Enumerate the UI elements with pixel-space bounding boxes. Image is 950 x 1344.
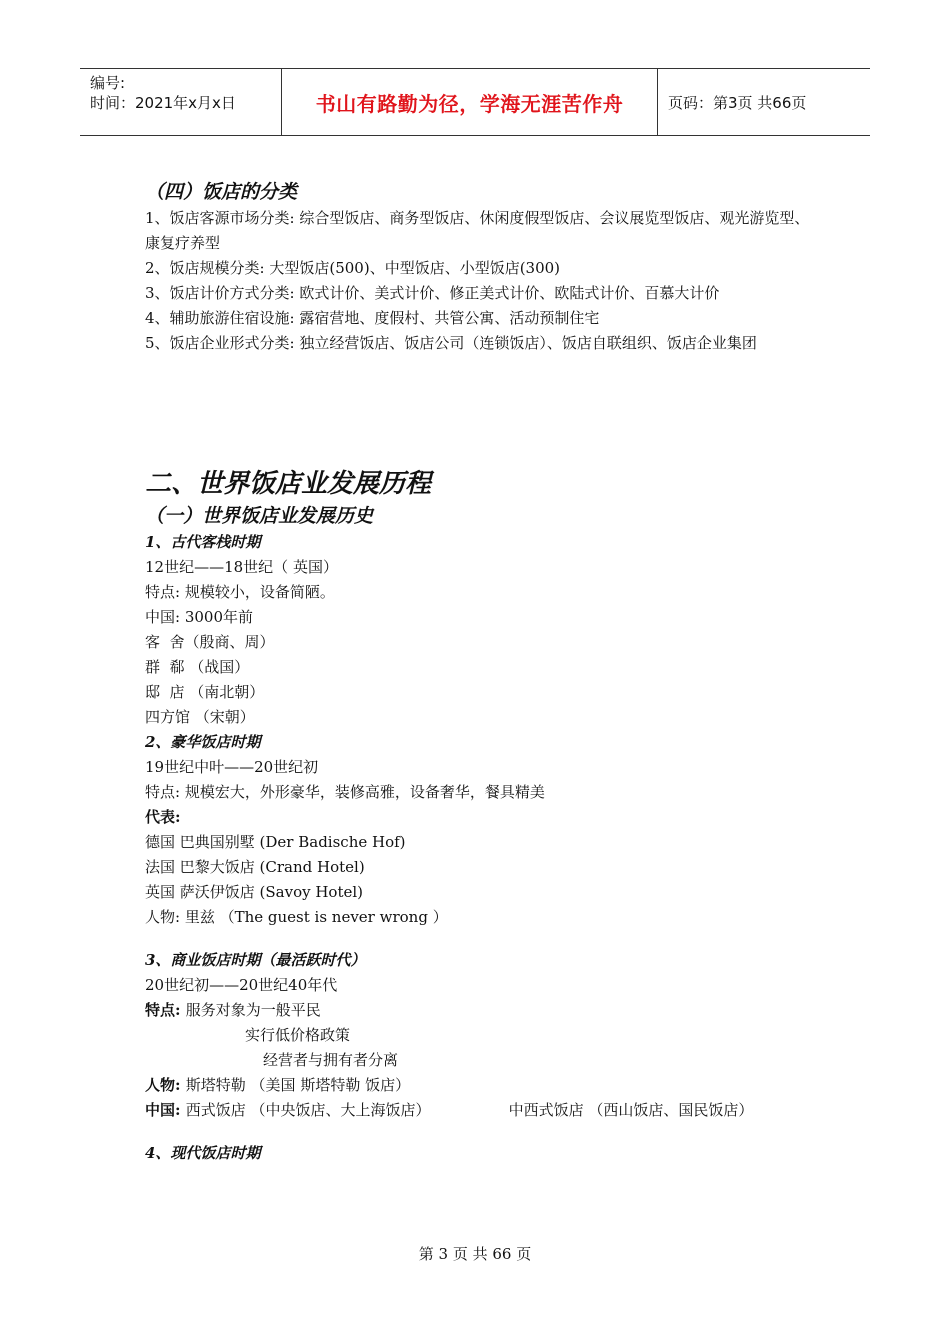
rep-label: 代表: xyxy=(145,808,181,826)
page-footer: 第 3 页 共 66 页 xyxy=(418,1245,532,1263)
page-header xyxy=(80,68,870,136)
feature-text: 服务对象为一般平民 xyxy=(185,1001,321,1019)
text-line: 英国 萨沃伊饭店 (Savoy Hotel) xyxy=(145,883,364,901)
list-item: 5、饭店企业形式分类: 独立经营饭店、饭店公司（连锁饭店）、饭店自联组织、饭店企业集团 xyxy=(145,334,757,352)
code-label: 编号: xyxy=(90,74,126,92)
text-line: 德国 巴典国别墅 (Der Badische Hof) xyxy=(145,833,406,851)
section-heading-ancient: 1、古代客栈时期 xyxy=(145,533,261,551)
china-line: 中国: 西式饭店 （中央饭店、大上海饭店） 中西式饭店 （西山饭店、国民饭店） xyxy=(145,1101,754,1119)
text-line: 群 郗 （战国） xyxy=(145,658,250,676)
section-heading-classification: （四）饭店的分类 xyxy=(145,181,298,203)
text-line: 邸 店 （南北朝） xyxy=(145,683,265,701)
feature-text: 经营者与拥有者分离 xyxy=(263,1051,399,1069)
feature-label: 特点 xyxy=(145,1001,176,1019)
text-line: 特点: 规模较小，设备简陋。 xyxy=(145,583,335,601)
text-line: 四方馆 （宋朝） xyxy=(145,708,255,726)
section-heading-modern: 4、现代饭店时期 xyxy=(145,1144,261,1162)
page-label: 页码：第3页 共66页 xyxy=(668,93,807,112)
text-line: 12世纪——18世纪（ 英国） xyxy=(145,558,338,576)
list-item: 4、辅助旅游住宿设施: 露宿营地、度假村、共管公寓、活动预制住宅 xyxy=(145,309,600,327)
section-heading-luxury: 2、豪华饭店时期 xyxy=(145,733,261,751)
text-line: 特点: 规模宏大，外形豪华，装修高雅，设备奢华，餐具精美 xyxy=(145,783,545,801)
text-line: 中国: 3000年前 xyxy=(145,608,253,626)
motto: 书山有路勤为径，学海无涯苦作舟 xyxy=(282,69,658,135)
text-line: 20世纪初——20世纪40年代 xyxy=(145,976,338,994)
feature-text: 实行低价格政策 xyxy=(245,1026,351,1044)
china-label: 中国 xyxy=(145,1101,176,1119)
subchapter-heading: （一）世界饭店业发展历史 xyxy=(145,505,374,527)
document-body xyxy=(145,178,815,1166)
text-line: 19世纪中叶——20世纪初 xyxy=(145,758,319,776)
list-item: 3、饭店计价方式分类: 欧式计价、美式计价、修正美式计价、欧陆式计价、百慕大计价 xyxy=(145,284,720,302)
feature-line: 特点: 服务对象为一般平民 xyxy=(145,1001,321,1019)
list-item: 1、饭店客源市场分类: 综合型饭店、商务型饭店、休闲度假型饭店、会议展览型饭店、观光游览型、康复疗养型 xyxy=(145,209,810,252)
person-text: 斯塔特勒 （美国 斯塔特勒 饭店） xyxy=(185,1076,411,1094)
chapter-heading: 二、世界饭店业发展历程 xyxy=(145,469,432,499)
china-text-b: 中西式饭店 （西山饭店、国民饭店） xyxy=(508,1101,754,1119)
time-label: 时间：2021年x月x日 xyxy=(90,94,236,112)
list-item: 2、饭店规模分类: 大型饭店(500)、中型饭店、小型饭店(300) xyxy=(145,259,561,277)
header-meta xyxy=(80,69,282,135)
person-line: 人物: 斯塔特勒 （美国 斯塔特勒 饭店） xyxy=(145,1076,411,1094)
text-line: 法国 巴黎大饭店 (Crand Hotel) xyxy=(145,858,365,876)
section-heading-commercial: 3、商业饭店时期（最活跃时代） xyxy=(145,951,366,969)
text-line: 人物: 里兹 （The guest is never wrong ） xyxy=(145,908,448,926)
text-line: 客 舍（殷商、周） xyxy=(145,633,275,651)
china-text-a: 西式饭店 （中央饭店、大上海饭店） xyxy=(185,1101,431,1119)
person-label: 人物 xyxy=(145,1076,176,1094)
